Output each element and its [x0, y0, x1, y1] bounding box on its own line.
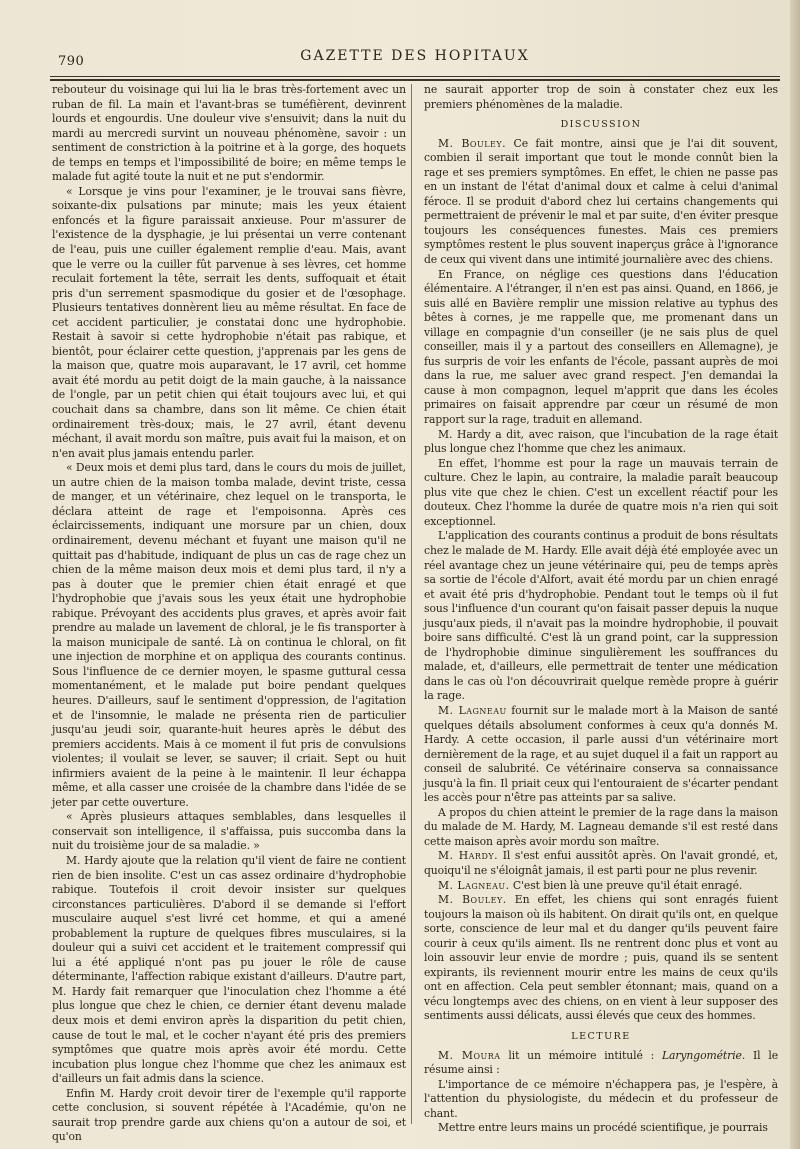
- left-column: [52, 83, 406, 1145]
- speaker-name: M. Bouley.: [438, 136, 507, 150]
- speech-text: En effet, les chiens qui sont enragés fuient toujours la maison où ils habitent. On dirait qu'ils ont, en quelque sorte, conscience de leur mal et du danger qu'ils peuvent faire courir à ceux qu'ils aiment. Ils ne rentrent donc plus et vont au loin assouvir leur envie de mordre ; puis, quand ils se sentent expirants, ils reviennent mourir entre les mains de ceux qu'ils ont en affection. Cela peut sembler étonnant; mais, quand on a vécu longtemps avec des chiens, on en vient à leur supposer des sentiments aussi délicats, aussi élevés que ceux des hommes.: [424, 893, 778, 1023]
- paragraph: Mettre entre leurs mains un procédé scientifique, je pourrais: [438, 1121, 768, 1135]
- journal-title: GAZETTE DES HOPITAUX: [300, 48, 530, 64]
- page-number: 790: [58, 54, 85, 69]
- speech-text: lit un mémoire intitulé :: [508, 1048, 662, 1062]
- paragraph: « Lorsque je vins pour l'examiner, je le trouvai sans fièvre, soixante-dix pulsations par minute; mais les yeux étaient enfoncés et la figure paraissait anxieuse. Pour m'assurer de l'existence de la dysphagie, je lui présentai un verre contenant de l'eau, puis une cuiller également remplie d'eau. Mais, avant que le verre ou la cuiller fût parvenue à ses lèvres, cet homme reculait fortement la tête, serrait les dents, suffoquait et était pris d'un serrement spasmodique du gosier et de l'œsophage. Plusieurs tentatives donnèrent lieu au même résultat. En face de cet accident particulier, je constatai donc une hydrophobie. Restait à savoir si cette hydrophobie n'était pas rabique, et bientôt, pour éclairer cette question, j'apprenais par les gens de la maison que, quatre mois auparavant, le 17 avril, cet homme avait été mordu au petit doigt de la main gauche, à la naissance de l'ongle, par un petit chien qui était toujours avec lui, et qui couchait dans sa chambre, dans son lit même. Ce chien était ordinairement très-doux; mais, le 27 avril, étant devenu méchant, il avait mordu son maître, puis avait fui la maison, et on n'en avait plus jamais entendu parler.: [52, 184, 406, 460]
- speaker-name: M. Lagneau.: [438, 878, 510, 892]
- page-header: [50, 46, 780, 72]
- paragraph: [424, 893, 778, 1024]
- paragraph: [424, 1049, 778, 1078]
- paragraph: [424, 704, 778, 806]
- paragraph: ne saurait apporter trop de soin à constater chez eux les premiers phénomènes de la maladie.: [424, 83, 778, 111]
- lecture-heading: LECTURE: [571, 1031, 631, 1042]
- speech-text: Il s'est enfui aussitôt après. On l'avait grondé, et, quoiqu'il ne s'éloignât jamais, il est parti pour ne plus revenir.: [424, 849, 778, 877]
- paragraph: rebouteur du voisinage qui lui lia le bras très-fortement avec un ruban de fil. La main et l'avant-bras se tuméfièrent, devinrent lourds et engourdis. Une douleur vive s'ensuivit; dans la nuit du mardi au mercredi survint un nouveau phénomène, savoir : un sentiment de constriction à la poitrine et à la gorge, des hoquets de temps en temps et l'impossibilité de boire; en même temps le malade fut agité toute la nuit et ne put s'endormir.: [52, 83, 406, 184]
- paragraph: L'application des courants continus a produit de bons résultats chez le malade de M. Hardy. Elle avait déjà été employée avec un réel avantage chez un jeune vétérinaire qui, peu de temps après sa sortie de l'école d'Alfort, avait été mordu par un chien enragé et avait été pris d'hydrophobie. Pendant tout le temps où il fut sous l'influence d'un courant qu'on faisait passer depuis la nuque jusqu'aux pieds, il n'avait pas la moindre hydrophobie, il pouvait boire sans difficulté. C'est là un grand point, car la suppression de l'hydrophobie diminue singulièrement les souffrances du malade, et, d'ailleurs, elle permettrait de tenter une médication dans le cas où l'on découvrirait quelque remède propre à guérir la rage.: [424, 529, 778, 703]
- paragraph: L'importance de ce mémoire n'échappera pas, je l'espère, à l'attention du physiologiste, du médecin et du professeur de chant.: [424, 1077, 778, 1120]
- memoir-title: Laryngométrie: [661, 1048, 742, 1062]
- column-divider: [411, 84, 412, 1124]
- speaker-name: M. Bouley.: [438, 893, 507, 907]
- header-rule-thick: [50, 79, 780, 81]
- paragraph: « Après plusieurs attaques semblables, dans lesquelles il conservait son intelligence, il s'affaissa, puis succomba dans la nuit du troisième jour de sa maladie. »: [52, 810, 406, 853]
- speaker-name: M. Hardy.: [438, 849, 499, 863]
- speaker-name: M. Moura: [438, 1048, 501, 1062]
- discussion-heading: DISCUSSION: [560, 119, 642, 131]
- speech-text: Ce fait montre, ainsi que je l'ai dit souvent, combien il serait important que tout le monde connût bien la rage et ses premiers symptômes. En effet, le chien ne passe pas en un instant de l'état d'animal doux et calme à celui d'animal féroce. Il se produit d'abord chez lui certains changements qui permettraient de prévenir le mal et par suite, d'en éviter presque toujours les conséquences funestes. Mais ces premiers symptômes restent le plus souvent inaperçus grâce à l'ignorance de ceux qui vivent dans une intimité journalière avec des chiens.: [424, 136, 778, 267]
- paragraph: M. Hardy a dit, avec raison, que l'incubation de la rage était plus longue chez l'homme que chez les animaux.: [424, 427, 778, 456]
- speech-text: C'est bien là une preuve qu'il était enragé.: [512, 878, 743, 892]
- paragraph: [424, 849, 778, 878]
- speaker-name: M. Lagneau: [438, 703, 507, 717]
- paragraph: M. Hardy ajoute que la relation qu'il vient de faire ne contient rien de bien insolite. C'est un cas assez ordinaire d'hydrophobie rabique. Toutefois il croit devoir insister sur quelques circonstances particulières. D'abord il se demande si l'effort musculaire auquel s'est livré cet homme, et qui a amené probablement la rupture de quelques fibres musculaires, si la douleur qui a suivi cet accident et le traitement compressif qui lui a été appliqué n'ont pas pu jouer le rôle de cause déterminante, l'affection rabique existant d'ailleurs. D'autre part, M. Hardy fait remarquer que l'inoculation chez l'homme a été plus longue que chez le chien, ce dernier étant devenu malade deux mois et demi environ après la disparition du petit chien, cause de tout le mal, et le cocher n'ayant été pris des premiers symptômes que quatre mois après avoir été mordu. Cette incubation plus longue chez l'homme que chez les animaux est d'ailleurs un fait admis dans la science.: [52, 853, 406, 1086]
- speech-text: . Il le résume ainsi :: [424, 1048, 778, 1077]
- paragraph: Enfin M. Hardy croit devoir tirer de l'exemple qu'il rapporte cette conclusion, si souvent répétée à l'Académie, qu'on ne saurait trop prendre garde aux chiens qu'on a autour de soi, et qu'on: [52, 1086, 406, 1144]
- paragraph: [424, 137, 778, 268]
- paragraph: En France, on néglige ces questions dans l'éducation élémentaire. A l'étranger, il n'en est pas ainsi. Quand, en 1866, je suis allé en Bavière remplir une mission relative au typhus des bêtes à cornes, je me rappelle que, me promenant dans un village en compagnie d'un conseiller (je ne sais plus de quel conseiller, mais il y a partout des conseillers en Allemagne), je fus surpris de voir les enfants de l'école, passant auprès de moi dans la rue, me saluer avec grand respect. J'en demandai la cause à mon compagnon, lequel m'apprit que dans les écoles primaires on faisait apprendre par cœur un résumé de mon rapport sur la rage, traduit en allemand.: [424, 267, 778, 427]
- right-column: [424, 83, 778, 1136]
- paragraph: [424, 879, 778, 894]
- paragraph: En effet, l'homme est pour la rage un mauvais terrain de culture. Chez le lapin, au contraire, la maladie paraît beaucoup plus vite que chez le chien. C'est un excellent réactif pour les douteux. Chez l'homme la durée de quatre mois n'a rien qui soit exceptionnel.: [424, 456, 778, 528]
- paragraph: « Deux mois et demi plus tard, dans le cours du mois de juillet, un autre chien de la maison tomba malade, devint triste, cessa de manger, et un vétérinaire, chez lequel on le transporta, le déclara atteint de rage et l'empoisonna. Après ces éclaircissements, indiquant une morsure par un chien, doux ordinairement, devenu méchant et fuyant une maison qu'il ne quittait pas d'habitude, indiquant de plus un cas de rage chez un chien de la même maison deux mois et demi plus tard, il n'y a pas à douter que le premier chien était enragé et que l'hydrophobie que j'avais sous les yeux était une hydrophobie rabique. Prévoyant des accidents plus graves, et après avoir fait prendre au malade un lavement de chloral, je le fis transporter à la maison municipale de santé. Là on continua le chloral, on fit une injection de morphine et on appliqua des courants continus. Sous l'influence de ce dernier moyen, le spasme guttural cessa momentanément, et le malade put boire pendant quelques heures. D'ailleurs, sauf le sentiment d'oppression, de l'agitation et de l'insomnie, le malade ne présenta rien de particulier jusqu'au jeudi soir, quarante-huit heures après le début des premiers accidents. Mais à ce moment il fut pris de convulsions violentes; il voulait se lever, se sauver; il criait. Sept ou huit infirmiers avaient de la peine à le maintenir. Il leur échappa même, et alla casser une croisée de la chambre dans l'idée de se jeter par cette ouverture.: [52, 461, 406, 809]
- page-spine: [790, 0, 800, 1149]
- paragraph: A propos du chien atteint le premier de la rage dans la maison du malade de M. Hardy, M. Lagneau demande s'il est resté dans cette maison après avoir mordu son maître.: [424, 805, 778, 848]
- header-rule: [50, 76, 780, 77]
- speech-text: fournit sur le malade mort à la Maison de santé quelques détails absolument conformes à ceux qu'a donnés M. Hardy. A cette occasion, il parle aussi d'un vétérinaire mort dernièrement de la rage, et au sujet duquel il a fait un rapport au conseil de salubrité. Ce vétérinaire conserva sa connaissance jusqu'à la fin. Il priait ceux qui l'entouraient de s'écarter pendant les accès pour n'être pas atteints par sa salive.: [424, 703, 778, 805]
